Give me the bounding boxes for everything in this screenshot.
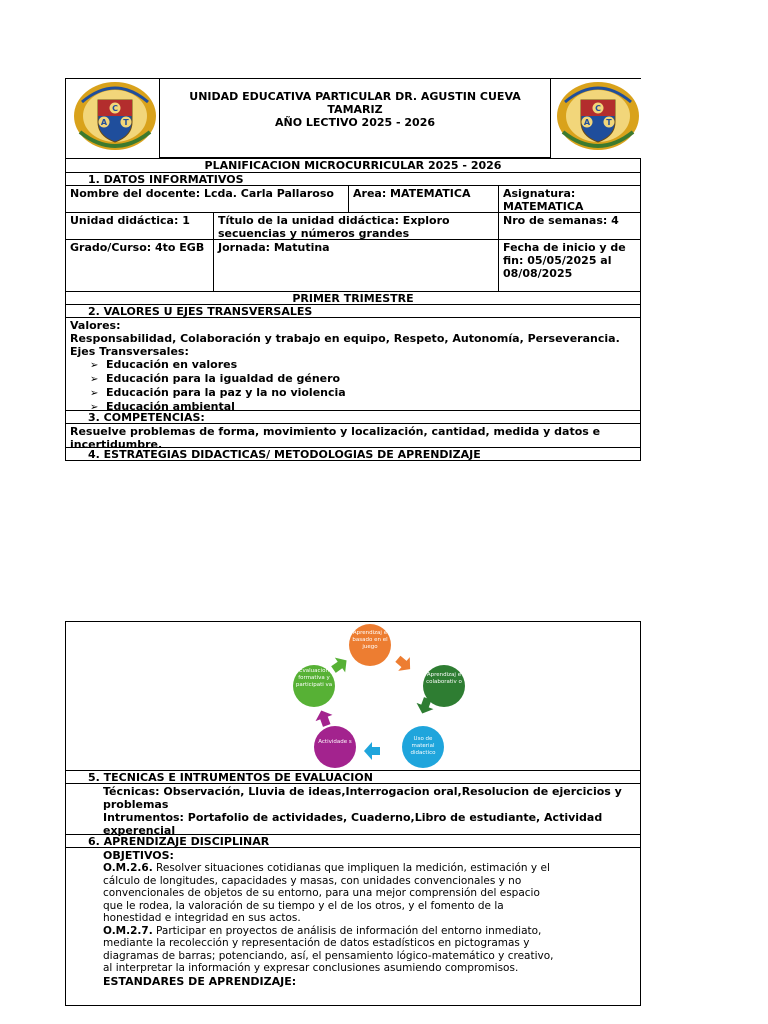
- logo-letter-a: A: [100, 118, 108, 127]
- eje-item: ➢ Educación ambiental: [90, 400, 636, 414]
- cycle-arrow: [392, 652, 416, 676]
- titulo-unidad-cell: Título de la unidad didáctica: Exploro secuencias y números grandes: [213, 212, 498, 239]
- section4-title: 4. ESTRATEGIAS DIDACTICAS/ METODOLOGIAS DE APRENDIZAJE: [66, 447, 640, 460]
- section5-body: [66, 783, 640, 835]
- instrumentos-text: Intrumentos: Portafolio de actividades, Cuaderno,Libro de estudiante, Actividad experencial: [103, 811, 603, 837]
- methodology-cycle-diagram: [286, 622, 486, 772]
- tecnicas-text: Técnicas: Observación, Lluvia de ideas,Interrogacion oral,Resolucion de ejercicios y problemas: [103, 785, 622, 811]
- cycle-node-material-didactico: Uso de material didactico: [402, 726, 444, 768]
- unidad-cell: Unidad didáctica: 1: [66, 212, 213, 239]
- objetivos-label: OBJETIVOS:: [103, 849, 174, 862]
- objetivo-2-code: O.M.2.7.: [103, 924, 153, 937]
- cycle-arrow: [364, 742, 380, 760]
- cycle-node-aprendizaje-juego: Aprendizaj e basado en el juego: [349, 624, 391, 666]
- objetivo-1-text: Resolver situaciones cotidianas que impliquen la medición, estimación y el cálculo de longitudes, capacidades y masas, con unidades convencionales y no convencionales de objetos de su entorno, para una mejor comprensión del espacio que le rodea, la valoración de su tiempo y el de los otros, y el fomento de la honestidad e integridad en sus actos.: [103, 862, 550, 924]
- school-logo-right: [555, 80, 641, 156]
- school-logo-left: [72, 80, 158, 156]
- fecha-cell: Fecha de inicio y de fin: 05/05/2025 al 08/08/2025: [498, 239, 640, 291]
- school-year: AÑO LECTIVO 2025 - 2026: [274, 116, 436, 129]
- semanas-cell: Nro de semanas: 4: [498, 212, 640, 239]
- school-name-line2: TAMARIZ: [327, 103, 383, 116]
- estandares-label: ESTANDARES DE APRENDIZAJE:: [103, 974, 297, 988]
- logo-letter-t: T: [606, 118, 612, 127]
- logo-letter-t: T: [123, 118, 129, 127]
- valores-label: Valores:: [70, 319, 121, 332]
- main-table: [65, 158, 641, 461]
- jornada-cell: Jornada: Matutina: [213, 239, 498, 291]
- logo-letter-a: A: [583, 118, 591, 127]
- asignatura-cell: Asignatura: MATEMATICA: [498, 185, 640, 212]
- school-name-line1: UNIDAD EDUCATIVA PARTICULAR DR. AGUSTIN CUEVA: [189, 90, 521, 103]
- objetivo-2: [103, 925, 555, 975]
- eje-item: ➢ Educación para la paz y la no violencia: [90, 386, 636, 400]
- plan-title: PLANIFICACION MICROCURRICULAR 2025 - 2026: [204, 159, 502, 172]
- valores-text: Responsabilidad, Colaboración y trabajo en equipo, Respeto, Autonomía, Perseverancia.: [70, 332, 620, 345]
- cycle-node-actividades: Actividade s: [314, 726, 356, 768]
- logo-letter-c: C: [112, 104, 118, 113]
- logo-letter-c: C: [595, 104, 601, 113]
- section6-body: [66, 847, 640, 1005]
- section2-body: [66, 317, 640, 413]
- competencias-text: Resuelve problemas de forma, movimiento y localización, cantidad, medida y datos e incertidumbre.: [66, 423, 640, 448]
- eje-item: ➢ Educación en valores: [90, 358, 636, 372]
- section1-title: 1. DATOS INFORMATIVOS: [66, 172, 640, 185]
- docente-cell: Nombre del docente: Lcda. Carla Pallaroso: [66, 185, 348, 212]
- cycle-node-evaluacion-formativa: Evaluacion formativa y participati va: [293, 665, 335, 707]
- grado-cell: Grado/Curso: 4to EGB: [66, 239, 213, 291]
- trimestre-title: PRIMER TRIMESTRE: [66, 291, 640, 304]
- ejes-label: Ejes Transversales:: [70, 345, 189, 358]
- objetivo-1-code: O.M.2.6.: [103, 862, 153, 874]
- cycle-node-aprendizaje-colaborativo: Aprendizaj e colaborativ o: [423, 665, 465, 707]
- section6-title: 6. APRENDIZAJE DISCIPLINAR: [66, 834, 640, 847]
- section5-title: 5. TECNICAS E INTRUMENTOS DE EVALUACION: [66, 770, 640, 783]
- second-table: [65, 621, 641, 1006]
- cycle-arrow: [313, 707, 335, 728]
- eje-item: ➢ Educación para la igualdad de género: [90, 372, 636, 386]
- objetivo-2-text: Participar en proyectos de análisis de información del entorno inmediato, mediante la recolección y representación de datos estadísticos en pictogramas y diagramas de barras; potenciando, así, el pensamiento lógico-matemático y creativo, al interpretar la información y expresar conclusiones asumiendo compromisos.: [103, 924, 554, 974]
- objetivo-1: [103, 862, 555, 925]
- section3-title: 3. COMPETENCIAS:: [66, 410, 640, 423]
- school-title: [160, 90, 550, 129]
- area-cell: Area: MATEMATICA: [348, 185, 498, 212]
- section2-title: 2. VALORES U EJES TRANSVERSALES: [66, 304, 640, 317]
